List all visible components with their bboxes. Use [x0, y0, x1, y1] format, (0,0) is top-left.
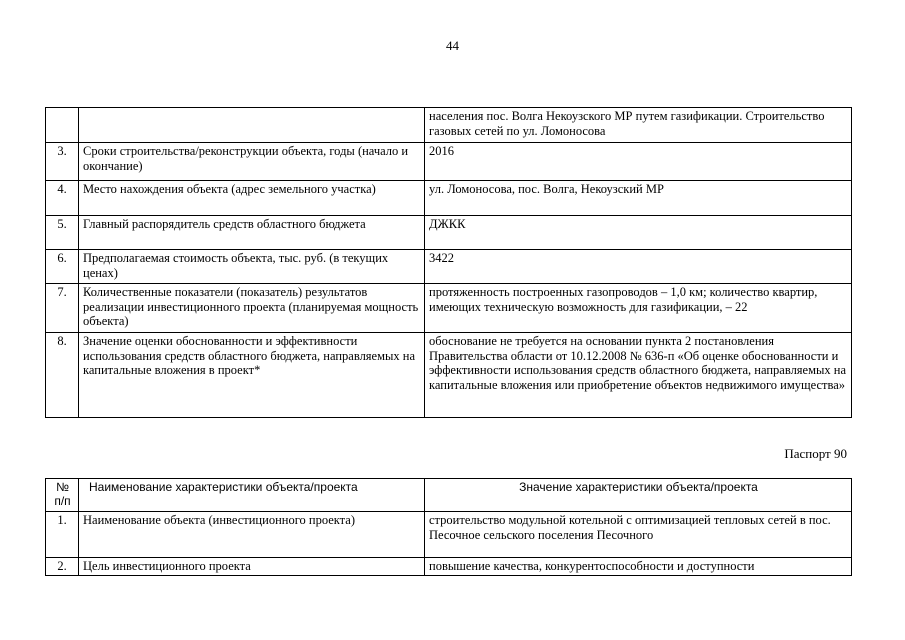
characteristic-value: ул. Ломоносова, пос. Волга, Некоузский МР: [425, 181, 852, 216]
table-row: [46, 108, 852, 143]
table-row: [46, 143, 852, 181]
row-number: 4.: [46, 181, 79, 216]
characteristic-name: Предполагаемая стоимость объекта, тыс. руб. (в текущих ценах): [79, 250, 425, 284]
table-row: [46, 558, 852, 576]
passport-label: Паспорт 90: [784, 446, 847, 461]
row-number: 1.: [46, 512, 79, 558]
header-value: Значение характеристики объекта/проекта: [425, 479, 852, 512]
row-number: 3.: [46, 143, 79, 181]
characteristic-name: Место нахождения объекта (адрес земельного участка): [79, 181, 425, 216]
characteristic-value: 2016: [425, 143, 852, 181]
header-number: № п/п: [46, 479, 79, 512]
characteristic-value: обоснование не требуется на основании пункта 2 постановления Правительства области от 10.12.2008 № 636-п «Об оценке обоснованности и эффективности использования средств областного бюджета, направляемых на капитальные вложения или приобретение объектов недвижимого имущества»: [425, 333, 852, 418]
characteristic-value: населения пос. Волга Некоузского МР путем газификации. Строительство газовых сетей по ул. Ломоносова: [425, 108, 852, 143]
characteristic-value: протяженность построенных газопроводов – 1,0 км; количество квартир, имеющих техническую возможность для газификации, – 22: [425, 284, 852, 333]
header-name: Наименование характеристики объекта/проекта: [79, 479, 425, 512]
row-number: [46, 108, 79, 143]
characteristic-name: Цель инвестиционного проекта: [79, 558, 425, 576]
characteristic-value: 3422: [425, 250, 852, 284]
passport-table: [45, 478, 852, 576]
row-number: 7.: [46, 284, 79, 333]
passport-table-continued: [45, 107, 852, 418]
table-row: [46, 181, 852, 216]
row-number: 8.: [46, 333, 79, 418]
row-number: 2.: [46, 558, 79, 576]
characteristic-name: Главный распорядитель средств областного бюджета: [79, 216, 425, 250]
table-row: [46, 284, 852, 333]
characteristic-value: ДЖКК: [425, 216, 852, 250]
characteristic-name: Значение оценки обоснованности и эффективности использования средств областного бюджета, направляемых на капитальные вложения в проект*: [79, 333, 425, 418]
characteristic-name: Количественные показатели (показатель) результатов реализации инвестиционного проекта (планируемая мощность объекта): [79, 284, 425, 333]
table-row: [46, 216, 852, 250]
table-header-row: [46, 479, 852, 512]
row-number: 5.: [46, 216, 79, 250]
table-row: [46, 512, 852, 558]
characteristic-name: [79, 108, 425, 143]
table-row: [46, 250, 852, 284]
characteristic-name: Наименование объекта (инвестиционного проекта): [79, 512, 425, 558]
page-number: 44: [446, 38, 459, 53]
characteristic-name: Сроки строительства/реконструкции объекта, годы (начало и окончание): [79, 143, 425, 181]
characteristic-value: повышение качества, конкурентоспособности и доступности: [425, 558, 852, 576]
table-row: [46, 333, 852, 418]
row-number: 6.: [46, 250, 79, 284]
characteristic-value: строительство модульной котельной с оптимизацией тепловых сетей в пос. Песочное сельского поселения Песочного: [425, 512, 852, 558]
